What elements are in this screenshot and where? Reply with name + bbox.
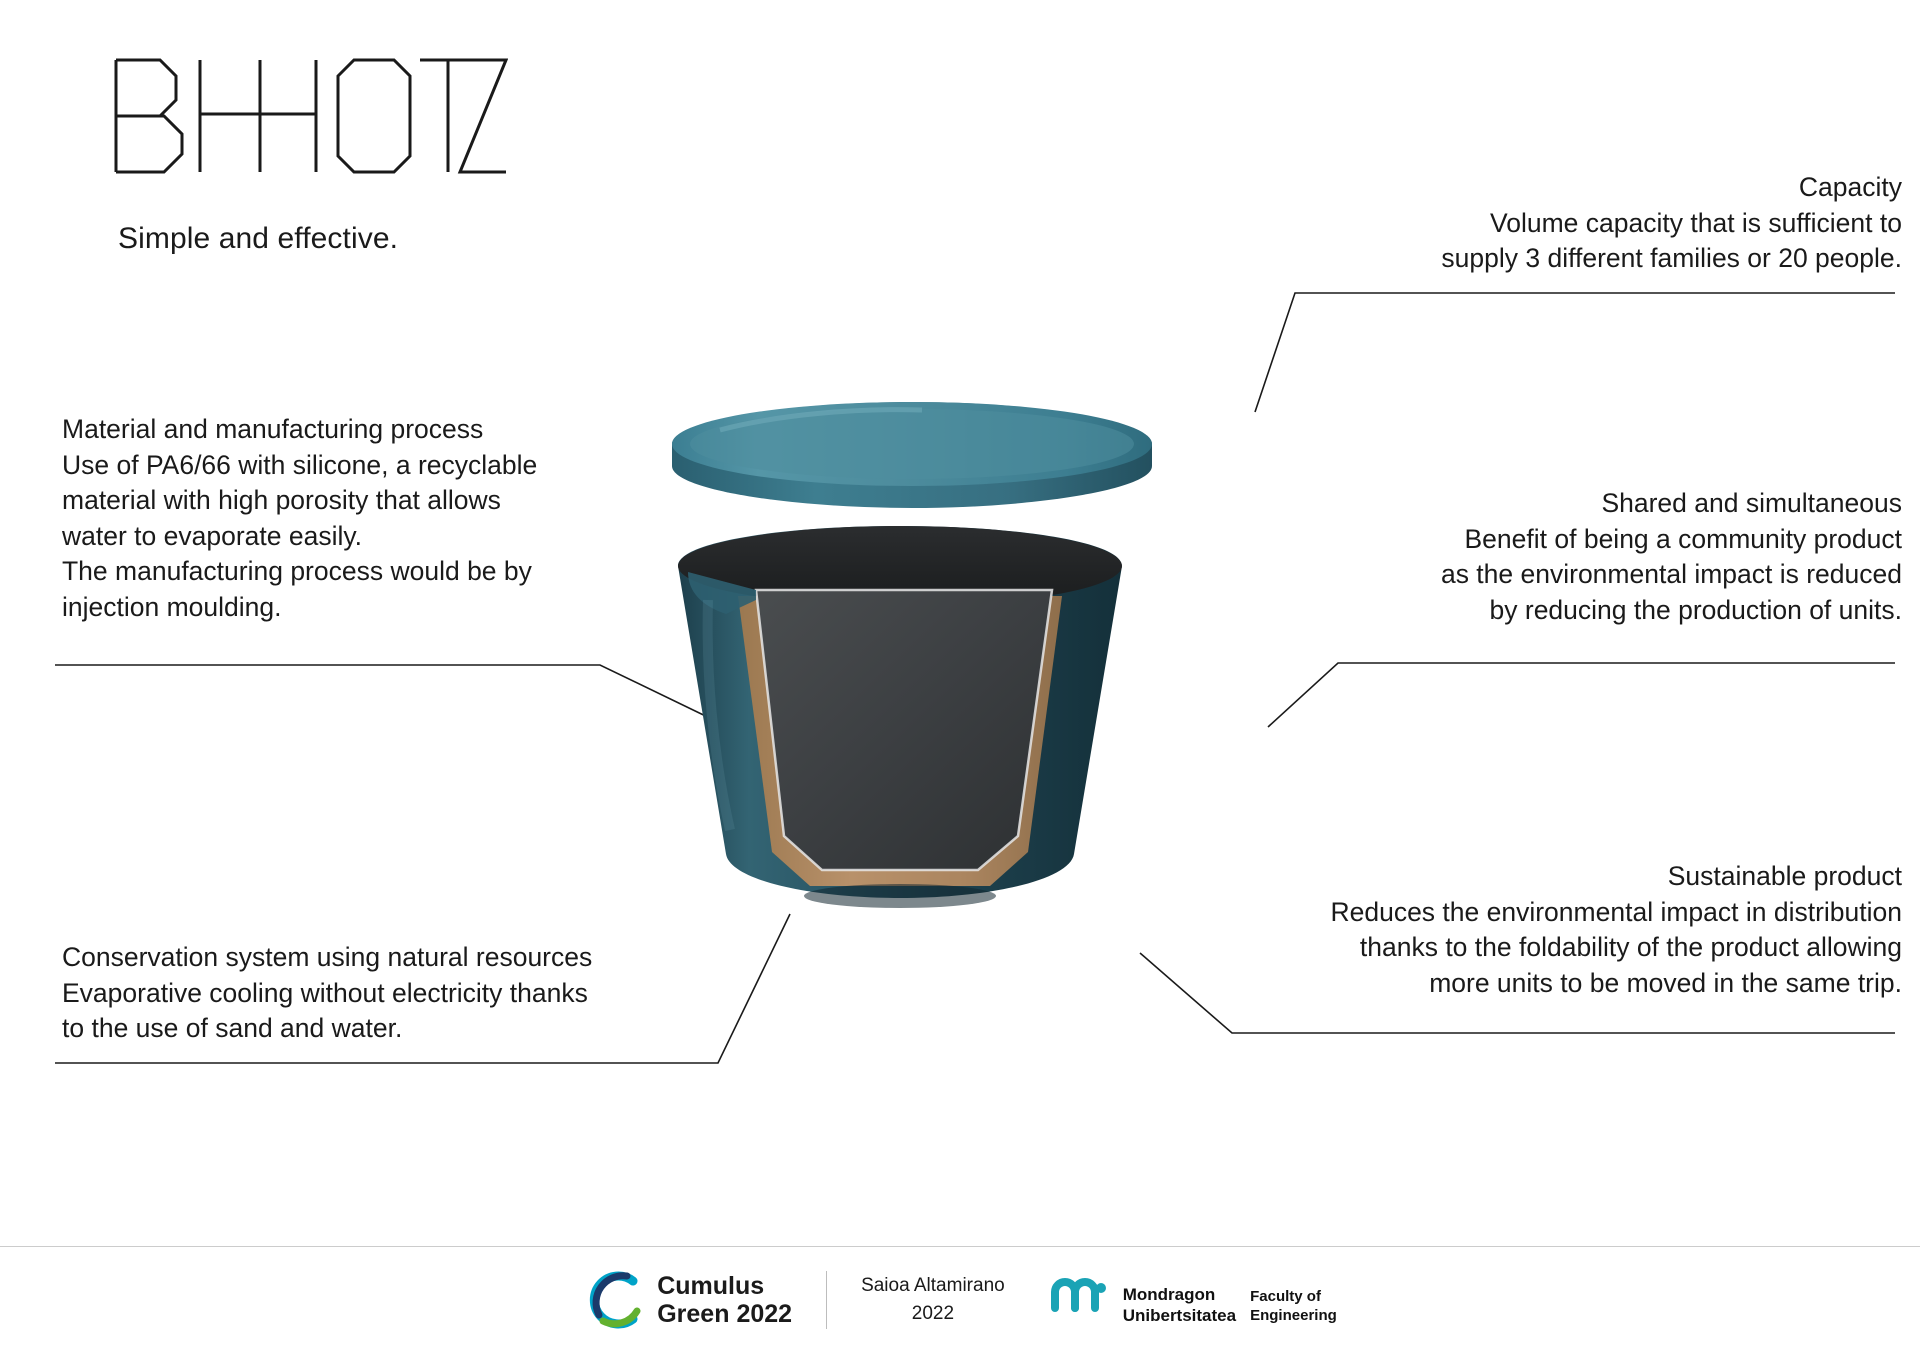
note-material-line2: material with high porosity that allows [62,485,501,515]
cumulus-year: 2022 [736,1300,793,1328]
faculty-wordmark [1250,1288,1337,1327]
note-material-line5: injection moulding. [62,591,282,622]
note-material-headline: Material and manufacturing process [62,414,484,444]
brand-block [108,52,528,182]
cumulus-line2: Green [657,1300,730,1328]
author-year: 2022 [911,1303,955,1324]
leader-shared [1268,663,1895,727]
mondragon-mark [1049,1274,1109,1327]
note-conservation-headline: Conservation system using natural resources [62,942,593,972]
leader-material [55,665,720,723]
note-capacity-headline: Capacity [1798,172,1902,202]
note-capacity-line1: Volume capacity that is sufficient to [1490,207,1902,238]
faculty-line1: Faculty of [1250,1288,1321,1305]
note-shared-line1: Benefit of being a community product [1464,523,1902,554]
mondragon-m-icon [1049,1274,1109,1322]
note-sustainable-line3: more units to be moved in the same trip. [1429,967,1902,998]
note-conservation [62,940,762,1047]
cumulus-line2-group [657,1300,792,1328]
cumulus-line1: Cumulus [657,1272,765,1300]
cumulus-green-logo [583,1267,792,1333]
note-material-line1: Use of PA6/66 with silicone, a recyclable [62,449,538,480]
note-material-line3: water to evaporate easily. [62,520,363,551]
leader-capacity [1255,293,1895,412]
product-illustration [660,400,1280,1020]
bi-hotz-logo [108,52,508,182]
note-conservation-line1: Evaporative cooling without electricity thanks [62,977,588,1008]
note-shared-headline: Shared and simultaneous [1601,488,1902,518]
cumulus-wordmark [657,1272,792,1328]
footer [0,1247,1920,1353]
note-sustainable-line2: thanks to the foldability of the product allowing [1359,932,1902,962]
mondragon-wordmark [1123,1284,1236,1327]
mondragon-line2: Unibertsitatea [1122,1306,1237,1326]
note-material [62,412,702,625]
author-credit [861,1272,1005,1327]
note-sustainable-line1: Reduces the environmental impact in distribution [1330,896,1902,927]
note-sustainable-headline: Sustainable product [1667,861,1902,891]
pot-body [678,526,1122,908]
faculty-line2: Engineering [1250,1306,1337,1324]
mondragon-line1: Mondragon [1122,1285,1216,1304]
note-shared-line2: as the environmental impact is reduced [1440,559,1902,589]
footer-separator [826,1271,827,1329]
note-shared-line3: by reducing the production of units. [1489,594,1902,625]
author-name: Saioa Altamirano [861,1275,1005,1297]
note-conservation-line2: to the use of sand and water. [62,1013,403,1043]
note-shared [1242,486,1902,628]
note-capacity-line2: supply 3 different families or 20 people. [1441,243,1902,273]
note-material-line4: The manufacturing process would be by [62,556,532,586]
mondragon-logo-block [1049,1274,1337,1327]
note-capacity [1262,170,1902,277]
pot-lid [672,402,1152,508]
cumulus-c-icon [583,1267,645,1333]
brand-tagline: Simple and effective. [118,222,399,255]
